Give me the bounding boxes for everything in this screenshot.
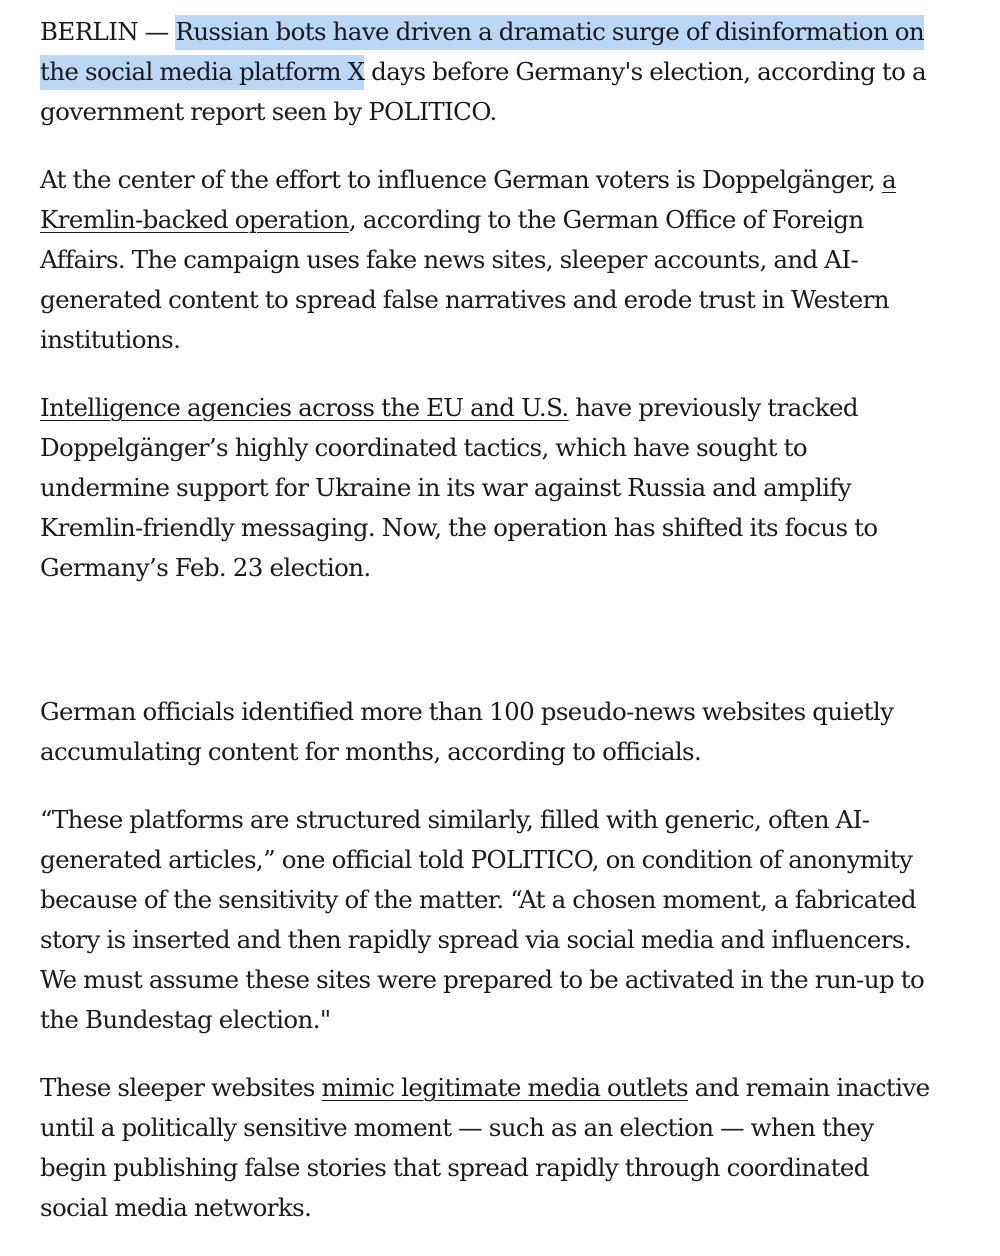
article-body xyxy=(40,12,940,1256)
paragraph-3-text: have previously tracked Doppelgänger’s highly coordinated tactics, which have sought to undermine support for Ukraine in its war against Russia and amplify Kremlin-friendly messaging. Now, the operation has shifted its focus to Germany’s Feb. 23 election. xyxy=(40,393,878,582)
paragraph-6-text-before: These sleeper websites xyxy=(40,1073,322,1102)
paragraph-2 xyxy=(40,160,940,360)
paragraph-1 xyxy=(40,12,940,132)
paragraph-4: German officials identified more than 100 pseudo-news websites quietly accumulating content for months, according to officials. xyxy=(40,697,894,766)
paragraph-6 xyxy=(40,1068,940,1228)
highlighted-text[interactable]: Russian bots have driven a dramatic surge of disinformation on the social media platform X xyxy=(40,15,924,90)
link-mimic-legitimate-media-outlets[interactable]: mimic legitimate media outlets xyxy=(321,1073,688,1102)
paragraph-3 xyxy=(40,388,940,588)
paragraph-5: “These platforms are structured similarly, filled with generic, often AI-generated articles,” one official told POLITICO, on condition of anonymity because of the sensitivity of the matter. “At a chosen moment, a fabricated story is inserted and then rapidly spread via social media and influencers. We must assume these sites were prepared to be activated in the run-up to the Bundestag election." xyxy=(40,805,925,1034)
paragraph-1-text: days before Germany's election, according to a government report seen by POLITICO. xyxy=(40,57,926,126)
paragraph-6-text-after: and remain inactive until a politically sensitive moment — such as an election — when they begin publishing false stories that spread rapidly through coordinated social media networks. xyxy=(40,1073,930,1222)
link-kremlin-backed-operation[interactable]: a Kremlin-backed operation xyxy=(40,165,897,234)
paragraph-2-text-after: , according to the German Office of Foreign Affairs. The campaign uses fake news sites, sleeper accounts, and AI-generated content to spread false narratives and erode trust in Western institutions. xyxy=(40,205,889,354)
paragraph-2-text-before: At the center of the effort to influence German voters is Doppelgänger, xyxy=(40,165,883,194)
link-intelligence-agencies[interactable]: Intelligence agencies across the EU and U.S. xyxy=(40,393,569,422)
dateline: BERLIN — xyxy=(40,17,176,46)
